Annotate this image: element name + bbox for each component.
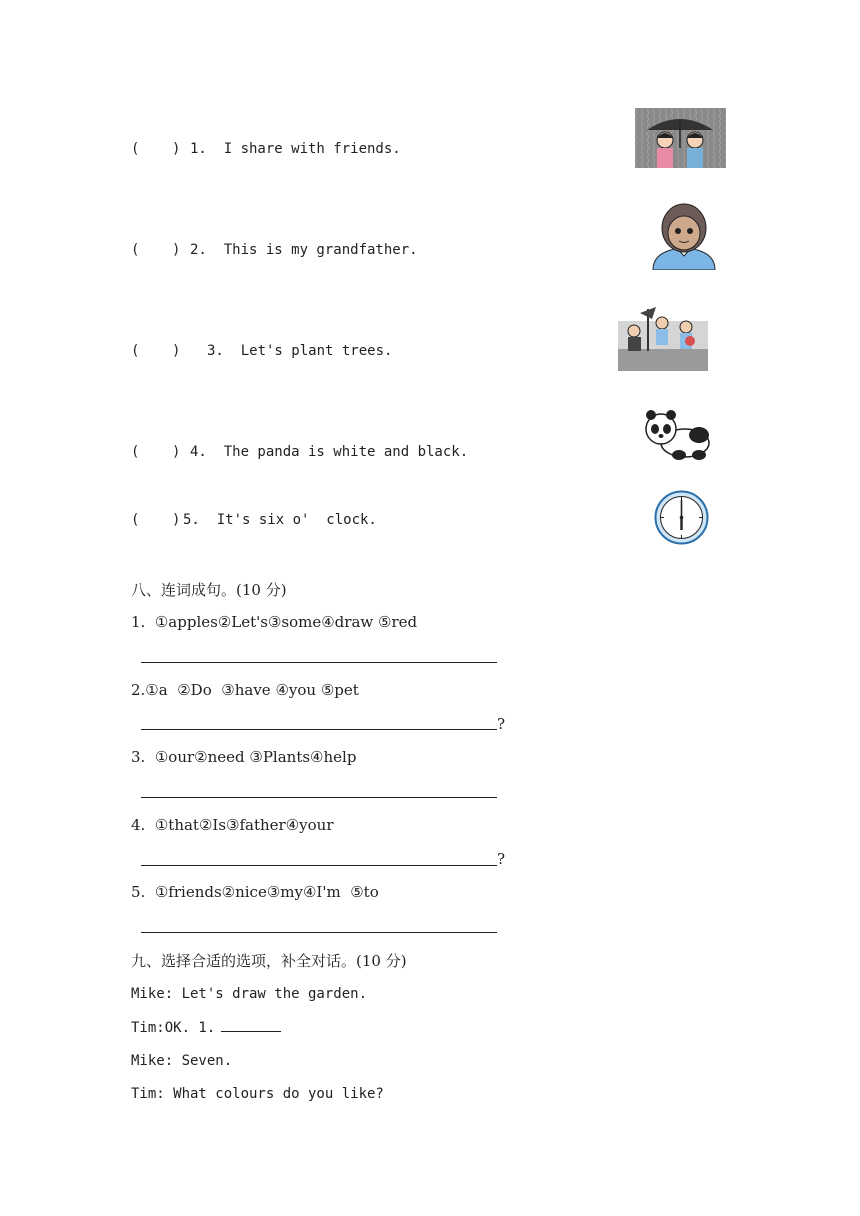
reorder-item-3: 3. ①our②need ③Plants④help — [131, 748, 357, 766]
question-mark: ? — [497, 850, 506, 868]
sentence-text: 3. Let's plant trees. — [207, 343, 393, 359]
dialogue-line-4: Tim: What colours do you like? — [131, 1086, 384, 1102]
sentence-text: 5. It's six o' clock. — [183, 512, 377, 528]
clock-six-icon — [654, 490, 709, 545]
reorder-item-5: 5. ①friends②nice③my④I'm ⑤to — [131, 883, 379, 901]
dialogue-line-3: Mike: Seven. — [131, 1053, 233, 1069]
reorder-item-1: 1. ①apples②Let's③some④draw ⑤red — [131, 613, 418, 631]
reorder-item-4: 4. ①that②Is③father④your — [131, 816, 334, 834]
answer-line-4[interactable] — [141, 865, 497, 866]
panda-icon — [643, 405, 715, 463]
answer-paren-open: ( — [131, 444, 140, 460]
answer-line-1[interactable] — [141, 662, 497, 663]
reorder-item-2: 2.①a ②Do ③have ④you ⑤pet — [131, 681, 359, 699]
question-mark: ? — [497, 715, 506, 733]
answer-paren-open: ( — [131, 512, 140, 528]
answer-line-3[interactable] — [141, 797, 497, 798]
answer-paren-close: ) — [172, 512, 181, 528]
answer-paren-close: ) — [172, 141, 181, 157]
dialogue-line-2 — [131, 1019, 281, 1036]
answer-paren-open: ( — [131, 343, 140, 359]
blank-line[interactable] — [221, 1019, 281, 1032]
dialogue-line-1: Mike: Let's draw the garden. — [131, 986, 368, 1002]
children-planting-trees-icon — [618, 301, 708, 371]
answer-paren-open: ( — [131, 242, 140, 258]
dialogue-text: Tim:OK. 1. — [131, 1020, 216, 1036]
section-9-title: 九、选择合适的选项，补全对话。(10 分) — [131, 952, 407, 970]
umbrella-sharing-icon — [635, 108, 726, 168]
sentence-text: 2. This is my grandfather. — [190, 242, 418, 258]
answer-line-5[interactable] — [141, 932, 497, 933]
sentence-text: 4. The panda is white and black. — [190, 444, 469, 460]
answer-paren-close: ) — [172, 343, 181, 359]
answer-line-2[interactable] — [141, 729, 497, 730]
sentence-text: 1. I share with friends. — [190, 141, 401, 157]
answer-paren-open: ( — [131, 141, 140, 157]
answer-paren-close: ) — [172, 444, 181, 460]
section-8-title: 八、连词成句。(10 分) — [131, 581, 287, 599]
answer-paren-close: ) — [172, 242, 181, 258]
grandmother-portrait-icon — [649, 200, 719, 270]
